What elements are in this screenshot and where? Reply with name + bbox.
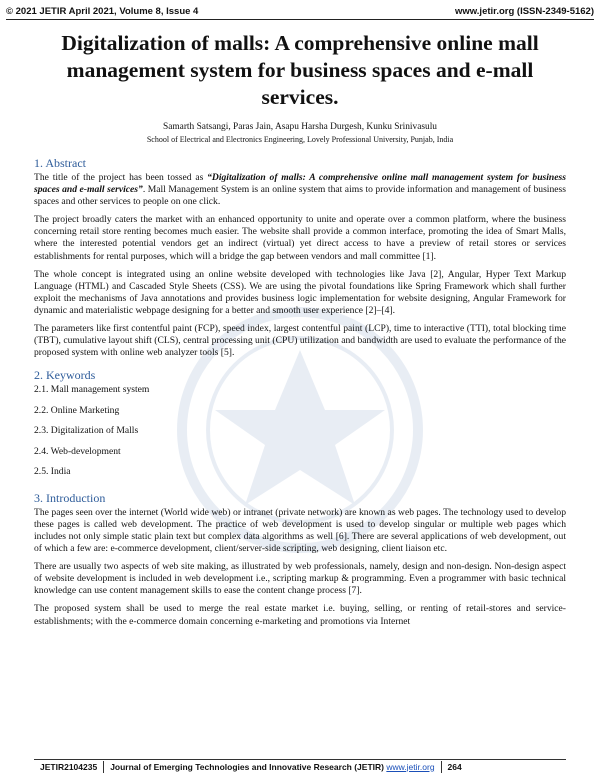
paper-title: [20, 30, 580, 111]
header-journal-issue: © 2021 JETIR April 2021, Volume 8, Issue 4: [6, 5, 199, 17]
introduction-paragraph-2: There are usually two aspects of web site making, as illustrated by web professionals, namely, design and non-design. Non-design aspect of website development is included in web development i.e., scripting markup & programming. Even a programmer with basic technical knowledge can use content management skills to ease the content change process [7].: [34, 561, 566, 597]
paper-title-line-3: services.: [261, 85, 339, 109]
paper-body: [34, 156, 566, 634]
author-affiliation: School of Electrical and Electronics Engineering, Lovely Professional University, Punjab, India: [146, 135, 454, 144]
keywords-heading: 2. Keywords: [34, 368, 96, 383]
author-list: Samarth Satsangi, Paras Jain, Asapu Harsha Durgesh, Kunku Srinivasulu: [162, 122, 437, 132]
running-header: [6, 3, 594, 20]
header-website-issn: www.jetir.org (ISSN-2349-5162): [454, 5, 594, 17]
paper-title-line-2: management system for business spaces and e-mall: [66, 58, 534, 82]
footer-page-number: 264: [447, 761, 462, 772]
abstract-p1-title-quote: “Digitalization of malls: A comprehensive online mall management system for business spaces and e-mall services”: [34, 172, 566, 196]
paper-title-line-1: Digitalization of malls: A comprehensive online mall: [61, 31, 539, 55]
keyword-item: 2.4. Web-development: [34, 445, 121, 457]
abstract-heading: 1. Abstract: [34, 156, 86, 170]
footer-paper-id: JETIR2104235: [40, 761, 98, 772]
introduction-paragraph-3: The proposed system shall be used to merge the real estate market i.e. buying, selling, or renting of retail-stores and service-establishments; with the e-commerce domain concerning e-marketing and promotions via Internet: [34, 603, 566, 627]
footer-journal-line: [104, 762, 440, 772]
page-footer: [34, 759, 566, 773]
keywords-list: [34, 384, 566, 487]
introduction-paragraph-1: The pages seen over the internet (World wide web) or intranet (private network) are known as web pages. The technology used to develop these pages is called web development. The practice of web development is used to develop singular or multiple web pages which includes not only simple static plain text but complex data algorithms as well [6]. There are several applications of web development, out of which a few are: e-commerce development, client/server-side scripting, web designing, client liaison etc.: [34, 506, 566, 555]
footer-journal-name: Journal of Emerging Technologies and Innovative Research (JETIR): [110, 761, 384, 772]
keyword-item: 2.1. Mall management system: [34, 384, 150, 396]
keyword-item: 2.2. Online Marketing: [34, 404, 120, 416]
keyword-item: 2.5. India: [34, 466, 71, 478]
abstract-paragraph-1: [34, 172, 566, 208]
abstract-paragraph-3: The whole concept is integrated using an online website developed with technologies like Java [2], Angular, Hyper Text Markup Language (HTML) and Cascaded Style Sheets (CSS). We are using the pivotal foundations like Spring Framework which shall further exploit the mechanisms of Java annotations and provides business logic implementation for website designing, Angular Framework for dynamic and materialistic webpage designing for a better and smooth user experience [2]–[4].: [34, 268, 566, 316]
footer-journal-link[interactable]: www.jetir.org: [386, 761, 435, 772]
abstract-p1-lead: The title of the project has been tossed as: [34, 172, 208, 183]
introduction-heading: 3. Introduction: [34, 490, 106, 505]
keyword-item: 2.3. Digitalization of Malls: [34, 425, 139, 437]
abstract-paragraph-4: The parameters like first contentful paint (FCP), speed index, largest contentful paint (LCP), time to interactive (TTI), total blocking time (TBT), cumulative layout shift (CLS), central processing unit (CPU) utilization and bandwidth are used to evaluate the performance of the proposed system with online web analyzer tools [5].: [34, 323, 566, 359]
abstract-p1-rest: . Mall Management System is an online system that aims to provide information and management of business spaces and other services to people on one click.: [34, 184, 566, 208]
abstract-paragraph-2: The project broadly caters the market with an enhanced opportunity to unite and operate over a common platform, where the business concerning retail store renting becomes much easier. The website shall provide a common interface, promoting the idea of Smart Malls, where the interested potential vendors get an indirect (virtual) yet direct access to have a preview of retail stores or services establishments for rental purposes, which will a bridge the gap between vendors and mall committee [1].: [34, 214, 566, 262]
